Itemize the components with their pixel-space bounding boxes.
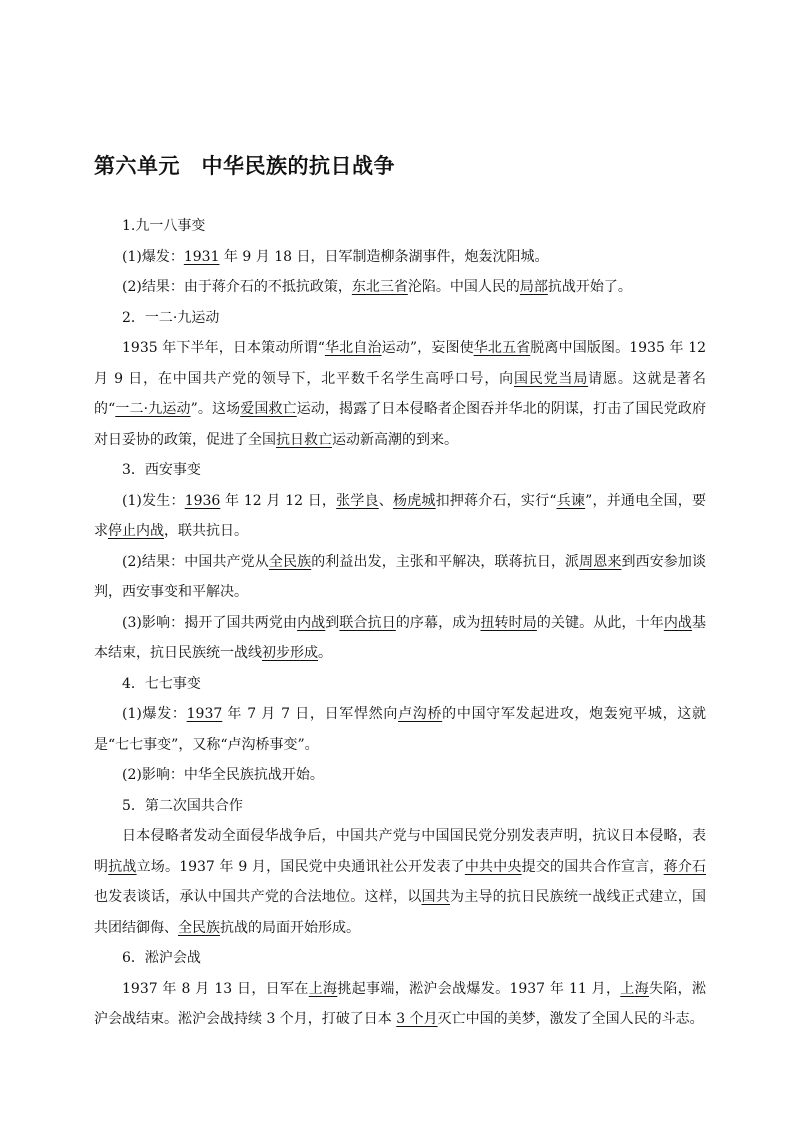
- text-run: 1937 年 8 月 13 日，日军在: [122, 980, 309, 997]
- text-run: 年 7 月 7 日，日军悍然向: [222, 706, 399, 722]
- paragraph: [94, 760, 706, 791]
- paragraph: [94, 699, 706, 760]
- underlined-term: 扭转时局: [480, 614, 537, 631]
- text-run: 提交的国共合作宣言，: [521, 858, 664, 875]
- text-run: 运动”，妄图使: [381, 340, 474, 356]
- text-run: 年 12 月 12 日，: [220, 492, 337, 509]
- text-run: 。: [318, 645, 332, 661]
- text-run: 、: [378, 492, 393, 509]
- text-run: 的中国守军发起进攻，炮轰宛平城，这就是“七七事变”，又称“卢沟桥事变”。: [94, 706, 706, 753]
- paragraph: [94, 333, 706, 455]
- underlined-term: 卢沟桥: [398, 706, 443, 722]
- paragraph: [94, 791, 706, 822]
- text-run: 的序幕，成为: [395, 614, 481, 631]
- text-run: 3．西安事变: [122, 462, 201, 478]
- underlined-term: 全民族: [178, 919, 220, 936]
- underlined-term: 爱国救亡: [240, 401, 297, 417]
- underlined-term: 抗战: [108, 858, 137, 875]
- text-run: 沦陷。中国人民的: [407, 279, 520, 295]
- text-run: 1935 年下半年，日本策动所谓“: [122, 340, 325, 356]
- underlined-term: 联合抗日: [339, 614, 396, 631]
- underlined-term: 初步形成: [262, 645, 318, 661]
- text-run: 扣押蒋介石，实行“: [435, 492, 557, 509]
- paragraph: [94, 242, 706, 273]
- underlined-term: 杨虎城: [392, 492, 436, 509]
- underlined-term: 抗日救亡: [276, 431, 332, 448]
- text-run: 到: [325, 614, 340, 631]
- text-run: ，联共抗日。: [164, 523, 248, 539]
- underlined-term: 3 个月: [396, 1011, 438, 1027]
- underlined-term: 一二·九运动: [115, 401, 191, 417]
- underlined-term: 停止内战: [108, 523, 164, 539]
- underlined-term: 1937: [186, 706, 223, 722]
- underlined-term: 上海: [620, 980, 649, 997]
- underlined-term: 全民族: [268, 553, 312, 570]
- underlined-term: 1936: [184, 492, 221, 509]
- underlined-term: 华北自治: [324, 340, 382, 356]
- underlined-term: 国共: [421, 889, 450, 905]
- text-run: (2)影响：中华全民族抗战开始。: [122, 767, 324, 783]
- text-run: 年 9 月 18 日，日军制造柳条湖事件，炮轰沈阳城。: [219, 248, 549, 265]
- text-run: ”，并通电全国，要求: [94, 492, 706, 539]
- underlined-term: 国民党当局: [514, 370, 589, 387]
- underlined-term: 张学良: [336, 492, 379, 509]
- text-run: (2)结果：中国共产党从: [122, 553, 269, 570]
- underlined-term: 内战: [297, 614, 326, 631]
- text-run: (3)影响：揭开了国共两党由: [122, 614, 298, 631]
- text-run: ”。这场: [190, 401, 241, 417]
- underlined-term: 1931: [183, 248, 220, 265]
- text-run: 请愿。这就是著名的“: [94, 370, 707, 417]
- document-body: [94, 211, 706, 1035]
- page-title: 第六单元 中华民族的抗日战争: [94, 154, 395, 178]
- text-run: (1)爆发：: [122, 706, 187, 722]
- text-run: 挑起事端，淞沪会战爆发。1937 年 11 月，: [337, 980, 621, 997]
- text-run: (1)发生：: [122, 492, 185, 509]
- paragraph: [94, 486, 706, 547]
- text-run: 失陷，淞沪会战结束。淞沪会战持续 3 个月，打破了日本: [94, 980, 707, 1027]
- underlined-term: 蒋介石: [663, 858, 707, 875]
- paragraph: [94, 669, 706, 700]
- paragraph: [94, 547, 706, 608]
- text-run: 2．一二·九运动: [122, 309, 220, 326]
- paragraph: [94, 974, 706, 1035]
- text-run: 运动，揭露了日本侵略者企图吞并华北的阴谋，打击了国民党政府对日妥协的政策，促进了全国: [94, 401, 706, 448]
- underlined-term: 中共中央: [464, 858, 522, 875]
- text-run: 运动新高潮的到来。: [332, 431, 458, 448]
- paragraph: [94, 455, 706, 486]
- underlined-term: 东北三省: [351, 279, 408, 295]
- text-run: (2)结果：由于蒋介石的不抵抗政策，: [122, 279, 352, 295]
- text-run: 6．淞沪会战: [122, 950, 201, 966]
- paragraph: [94, 608, 706, 669]
- underlined-term: 华北五省: [473, 340, 531, 356]
- text-run: 为主导的抗日民族统一战线正式建立，国共团结御侮、: [94, 889, 707, 936]
- underlined-term: 局部: [519, 279, 548, 295]
- paragraph: [94, 272, 706, 303]
- text-run: 日本侵略者发动全面侵华战争后，中国共产党与中国国民党分别发表声明，抗议日本侵略，表明: [94, 828, 706, 875]
- text-run: 基本结束，抗日民族统一战线: [94, 614, 707, 661]
- paragraph: [94, 303, 706, 334]
- text-run: 5．第二次国共合作: [122, 797, 243, 814]
- text-run: 到西安参加谈判，西安事变和平解决。: [94, 553, 707, 600]
- text-run: 4．七七事变: [122, 675, 201, 692]
- underlined-term: 内战: [663, 614, 693, 631]
- text-run: 脱离中国版图。1935 年 12 月 9 日，在中国共产党的领导下，北平数千名学生高呼口号，向: [94, 340, 707, 387]
- paragraph: [94, 943, 706, 974]
- text-run: 1.九一八事变: [122, 218, 206, 234]
- text-run: 的利益出发，主张和平解决，联蒋抗日，派: [311, 553, 580, 570]
- text-run: 灭亡中国的美梦，激发了全国人民的斗志。: [437, 1011, 704, 1027]
- underlined-term: 上海: [308, 980, 338, 997]
- underlined-term: 周恩来: [579, 553, 622, 570]
- text-run: 抗战开始了。: [547, 279, 632, 295]
- text-run: 的关键。从此，十年: [536, 614, 664, 631]
- paragraph: [94, 211, 706, 242]
- text-run: 立场。1937 年 9 月，国民党中央通讯社公开发表了: [136, 858, 465, 875]
- text-run: 抗战的局面开始形成。: [220, 919, 360, 936]
- paragraph: [94, 821, 706, 943]
- underlined-term: 兵谏: [556, 492, 586, 509]
- text-run: (1)爆发：: [122, 248, 184, 265]
- text-run: 也发表谈话，承认中国共产党的合法地位。这样，以: [94, 889, 422, 905]
